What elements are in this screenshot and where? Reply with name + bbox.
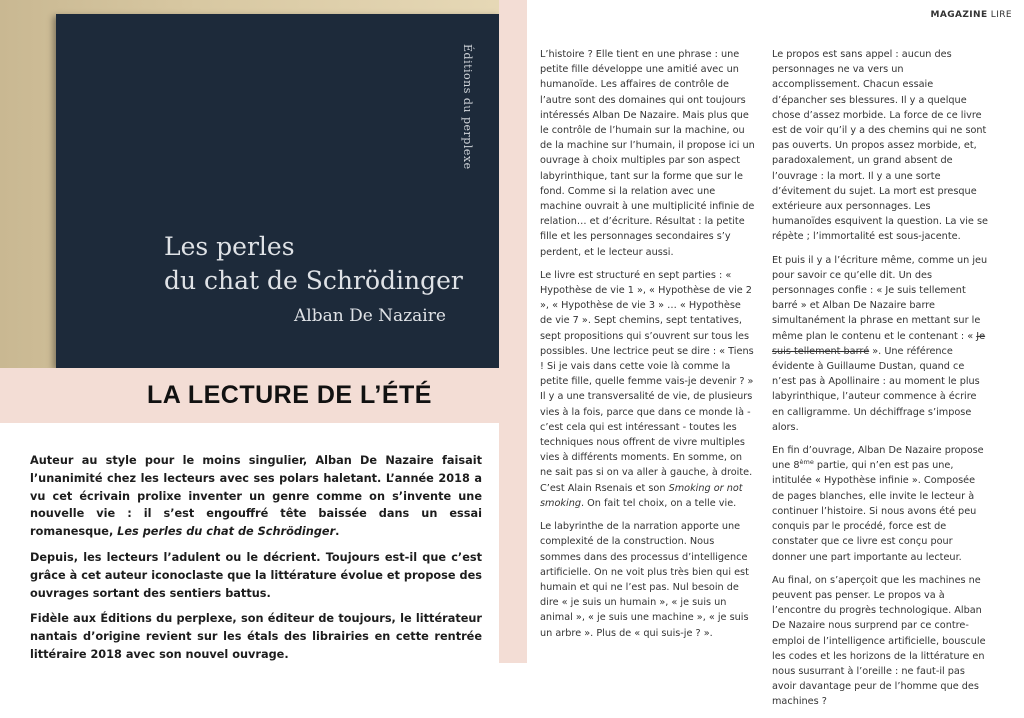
- book-author: Alban De Nazaire: [294, 306, 446, 326]
- text-column-right: [772, 47, 988, 718]
- article-headline: LA LECTURE DE L’ÉTÉ: [147, 381, 432, 409]
- column-b-paragraph-3: En fin d’ouvrage, Alban De Nazaire propose une 8ème partie, qui n’en est pas une, intitulée « Hypothèse infinie ». Composée de pages blanches, elle invite le lecteur à continuer l’histoire. Si nous avons été peu conquis par le procédé, force est de constater que ce livre est conçu pour donner une part importante au lecteur.: [772, 445, 984, 563]
- book-cover: [56, 14, 499, 368]
- article-intro: [30, 452, 482, 672]
- book-title-line1: Les perles: [164, 232, 295, 261]
- column-b-paragraph-4: Au final, on s’aperçoit que les machines ne peuvent pas penser. Le propos va à l’encontre du progrès technologique. Alban De Nazaire nous surprend par ce contre-emploi de l’intelligence artificielle, bouscule les codes et les horizons de la littérature en nous susurrant à l’oreille : ne faut-il pas avoir davantage peur de l’homme que des machines ?: [772, 574, 986, 708]
- book-title-line2: du chat de Schrödinger: [164, 266, 463, 295]
- intro-paragraph-1: Auteur au style pour le moins singulier, Alban De Nazaire faisait l’unanimité chez les lecteurs avec ses polars haletant. L’année 2018 a vu cet écrivain prolixe inventer un genre comme on s’invente une nouvelle vie : il s’est engouffré tête baissée dans un essai romanesque, Les perles du chat de Schrödinger.: [30, 454, 482, 539]
- column-a-paragraph-1: L’histoire ? Elle tient en une phrase : une petite fille développe une amitié avec un humanoïde. Les affaires de contrôle de l’autre sont des domaines qui ont toujours intéressés Alban De Nazaire. Mais plus que le contrôle de l’humain sur la machine, ou de la machine sur l’humain, il propose ici un ouvrage à choix multiples par son aspect labyrinthique, tant sur la forme que sur le fond. Comme si la relation avec une machine ouvrait à une multiplicité infinie de relation… et d’écriture. Résultat : la petite fille et les personnages secondaires s’y perdent, et le lecteur aussi.: [540, 49, 755, 258]
- book-cover-photo: [0, 0, 499, 368]
- column-a-paragraph-2: Le livre est structuré en sept parties : « Hypothèse de vie 1 », « Hypothèse de vie 2 », « Hypothèse de vie 3 » … « Hypothèse de vie 7 ». Sept chemins, sept tentatives, sept propositions qui s’ouvrent sur tous les possibles. Une lectrice peut se dire : « Tiens ! Si je vais dans cette voie là comme la petite fille, quelle femme vais-je devenir ? » Il y a une transversalité de vie, de plusieurs vies à la fois, parce que dans ce monde là - c’est cela qui est intéressant - toutes les techniques nous offrent de vivre multiples vies à différents moments. En somme, on ne sait pas si on va aller à gauche, à droite. C’est Alain Rsenais et son Smoking or not smoking. On fait tel choix, on a telle vie.: [540, 269, 754, 509]
- page-gutter: [499, 0, 527, 663]
- column-a-paragraph-3: Le labyrinthe de la narration apporte une complexité de la construction. Nous sommes dans des processus d’intelligence artificielle. On ne voit plus très bien qui est humain et qui ne l’est pas. Nul besoin de dire « je suis un humain », « je suis un animal », « je suis une machine », « je suis un arbre ». Plus de « qui suis-je ? ».: [540, 521, 749, 639]
- intro-book-title: Les perles du chat de Schrödinger: [117, 525, 336, 539]
- intro-paragraph-3: Fidèle aux Éditions du perplexe, son éditeur de toujours, le littérateur nantais d’origine revient sur les étals des librairies en cette rentrée littéraire 2018 avec son nouvel ouvrage.: [30, 612, 482, 661]
- left-page: [0, 0, 499, 663]
- column-b-paragraph-1: Le propos est sans appel : aucun des personnages ne va vers un accomplissement. Chacun essaie d’épancher ses blessures. Il y a quelque chose d’assez morbide. La force de ce livre est de voir qu’il y a des chemins qui ne sont pas ouverts. Un propos assez morbide, et, paradoxalement, un grand absent de l’ouvrage : la mort. Il y a une sorte d’évitement du sujet. La mort est presque extérieure aux personnages. Les humanoïdes esquivent la question. La vie se répète ; l’immortalité est sous-jacente.: [772, 49, 988, 243]
- right-page: [527, 0, 1024, 708]
- struck-phrase: Je suis tellement barré: [772, 330, 986, 357]
- book-publisher: Éditions du perplexe: [461, 44, 474, 170]
- column-b-paragraph-2: Et puis il y a l’écriture même, comme un jeu pour savoir ce qu’elle dit. Un des personnages confie : « Je suis tellement barré » et Alban De Nazaire barre simultanément la phrase en mettant sur le même plan le contenu et le contenant : « Je suis tellement barré ». Une référence évidente à Guillaume Dustan, quand ce n’est pas à Apollinaire : au moment le plus labyrinthique, l’auteur commence à écrire en calligramme. Un déchiffrage s’impose alors.: [772, 254, 988, 433]
- running-head: MAGAZINE LIRE: [930, 10, 1012, 20]
- text-column-left: [540, 47, 756, 649]
- intro-paragraph-2: Depuis, les lecteurs l’adulent ou le décrient. Toujours est-il que c’est grâce à cet auteur iconoclaste que la littérature évolue et propose des ouvrages sortant des sentiers battus.: [30, 550, 482, 600]
